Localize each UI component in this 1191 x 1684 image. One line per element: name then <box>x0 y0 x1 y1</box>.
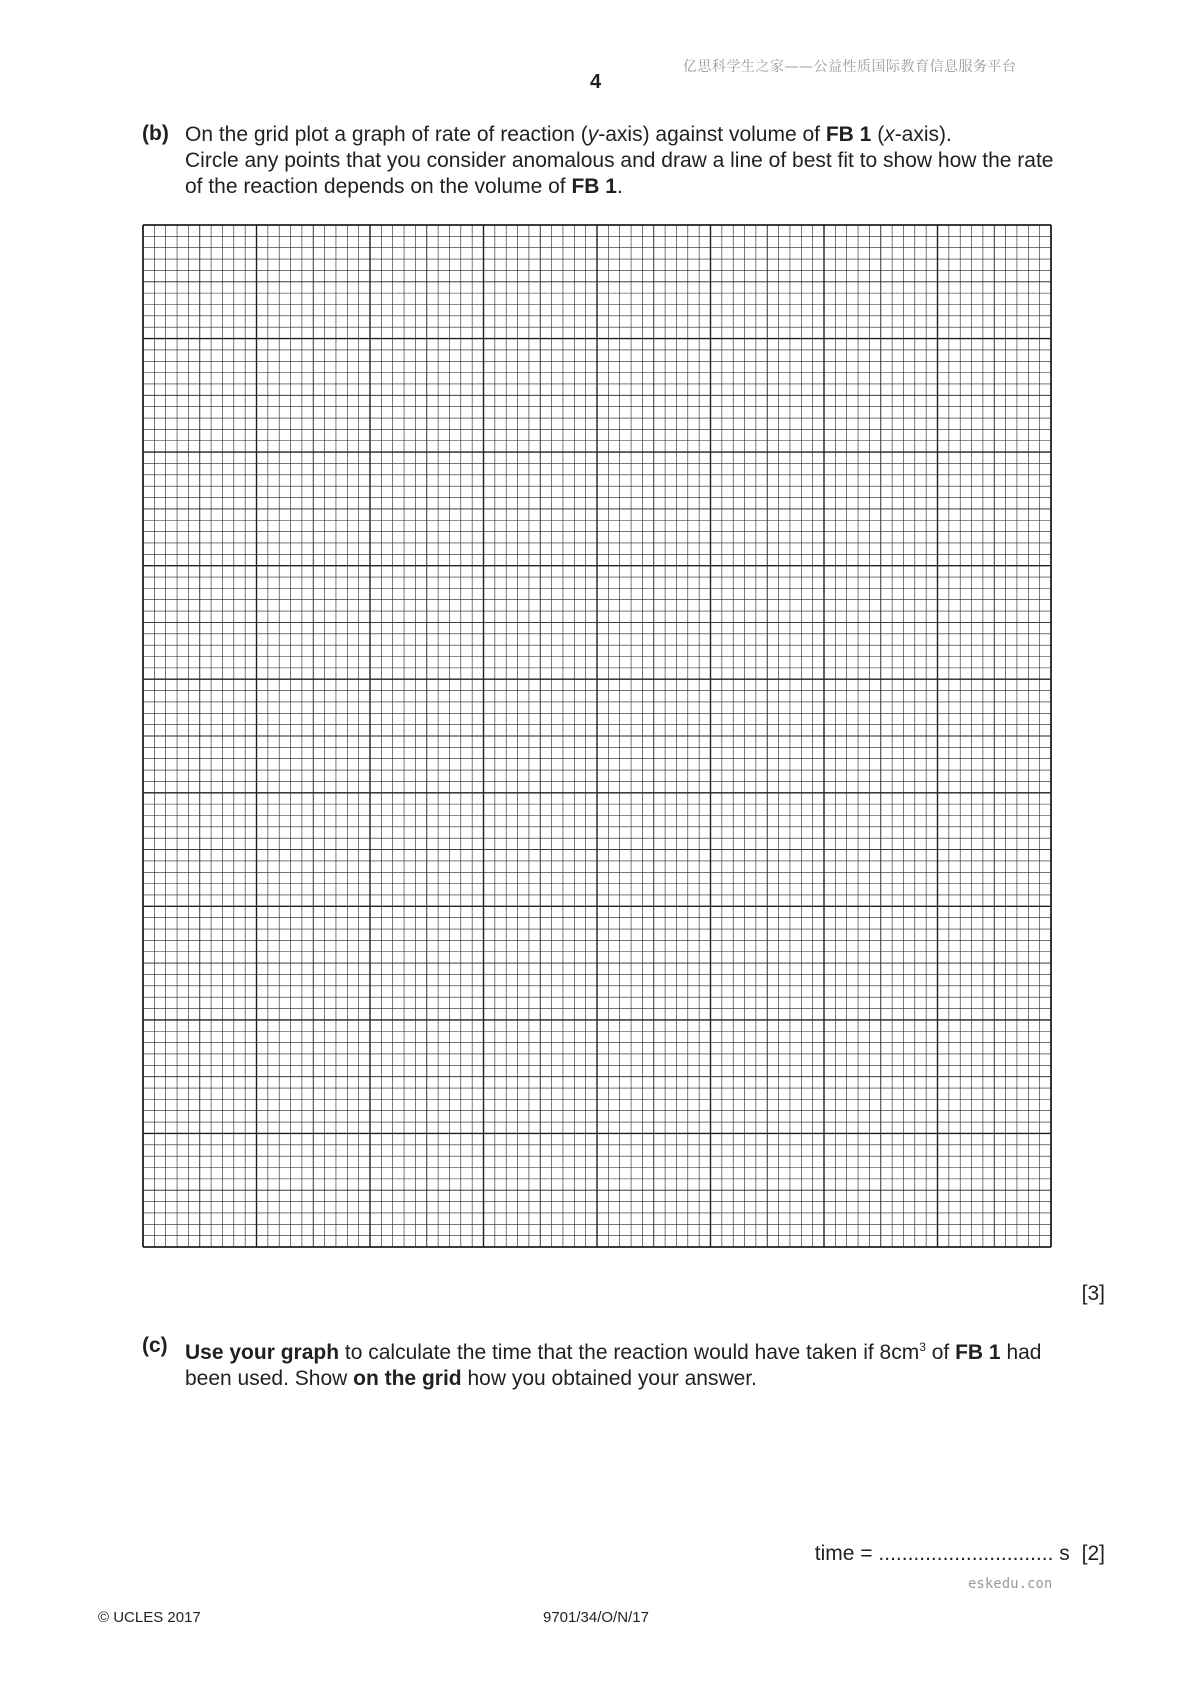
header-watermark: 亿思科学生之家——公益性质国际教育信息服务平台 <box>683 59 1017 75</box>
time-answer-label: time = <box>814 1542 879 1565</box>
footer-watermark: eskedu.con <box>968 1576 1053 1592</box>
part-b-line-2: Circle any points that you consider anomalous and draw a line of best fit to show how the rate <box>185 149 1054 172</box>
page-number: 4 <box>589 71 602 93</box>
part-c-label: (c) <box>142 1334 168 1357</box>
graph-grid[interactable] <box>142 224 1052 1248</box>
time-answer-line <box>815 1542 1105 1566</box>
part-c-line-1: Use your graph to calculate the time that the reaction would have taken if $8cm^3$ of FB 1 had <box>185 1340 1042 1364</box>
time-answer-unit: s <box>1059 1542 1070 1565</box>
part-c-marks: [2] <box>1081 1542 1105 1565</box>
time-answer-field[interactable]: .............................. <box>878 1542 1054 1565</box>
graph-grid-svg[interactable] <box>142 224 1052 1248</box>
part-b-label: (b) <box>142 122 169 145</box>
copyright: © UCLES 2017 <box>98 1609 201 1626</box>
part-c-line-2: been used. Show on the grid how you obtained your answer. <box>185 1367 757 1390</box>
part-b-line-3: of the reaction depends on the volume of FB 1. <box>185 175 623 198</box>
part-c-text <box>185 1334 1105 1392</box>
part-b-text <box>185 122 1105 200</box>
part-b-line-1: On the grid plot a graph of rate of reaction (y-axis) against volume of FB 1 (x-axis). <box>185 123 952 146</box>
paper-code: 9701/34/O/N/17 <box>543 1609 649 1626</box>
part-b-marks: [3] <box>1081 1282 1105 1305</box>
